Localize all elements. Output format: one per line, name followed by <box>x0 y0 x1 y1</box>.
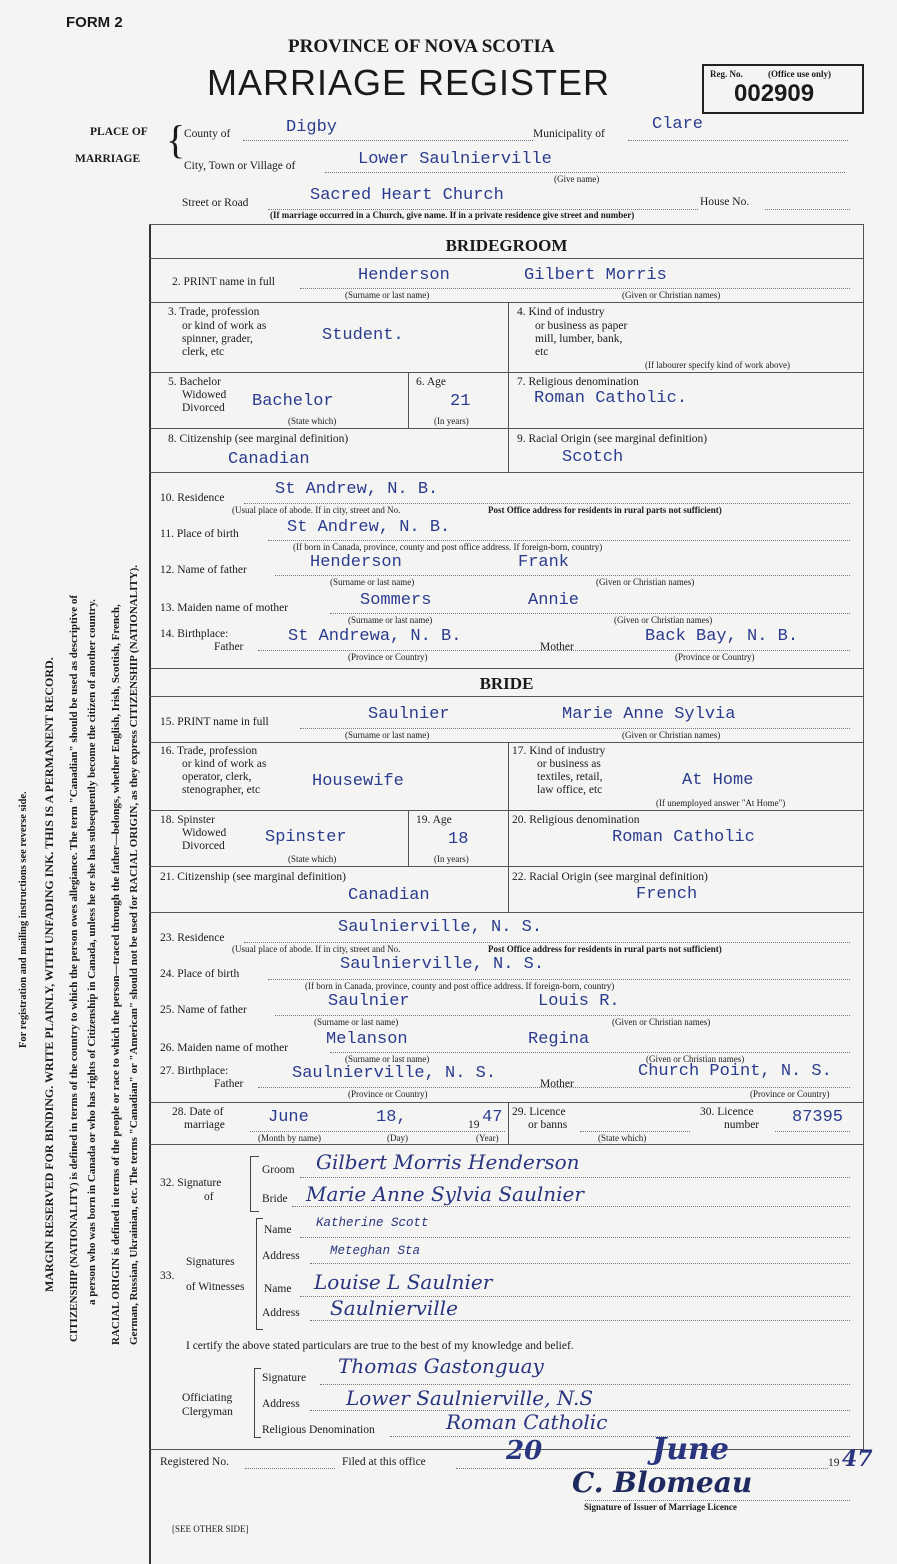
municipality-value: Clare <box>652 115 704 134</box>
rule <box>149 1102 864 1103</box>
rule <box>149 372 864 373</box>
groom-father-birthplace: St Andrewa, N. B. <box>288 627 462 646</box>
street-note: (If marriage occurred in a Church, give name. If in a private residence give street and number) <box>270 210 635 220</box>
bride-residence-note-2: Post Office address for residents in rural parts not sufficient) <box>488 944 722 954</box>
bride-industry-value: At Home <box>682 771 754 790</box>
rule <box>149 810 864 811</box>
groom-status-label-1: 5. Bachelor <box>168 376 222 388</box>
clergy-label-1: Officiating <box>182 1392 233 1404</box>
bride-sig-label: Bride <box>262 1193 288 1205</box>
w2-address-label: Address <box>262 1307 300 1319</box>
bride-bp-father-word: Father <box>214 1078 244 1090</box>
bride-father-given-note: (Given or Christian names) <box>612 1017 711 1027</box>
filed-year: 47 <box>842 1446 873 1472</box>
rule <box>149 258 864 259</box>
groom-mother-bp-note: (Province or Country) <box>675 652 755 662</box>
clergy-sig-line <box>320 1384 850 1385</box>
margin-citizenship-1: CITIZENSHIP (NATIONALITY) is defined in terms of the country to which the person owes allegiance. The term "Canadian" should be used as descriptive of <box>68 594 80 1342</box>
bride-birth-note: (If born in Canada, province, county and post office address. If foreign-born, country) <box>305 981 615 991</box>
groom-birthplace-value: St Andrew, N. B. <box>287 518 451 537</box>
issuer-line <box>585 1500 850 1501</box>
frame-left <box>149 224 151 1564</box>
bride-religion-value: Roman Catholic <box>612 828 755 847</box>
rule <box>149 472 864 473</box>
clergy-brace <box>254 1368 261 1438</box>
groom-bp-line <box>258 650 850 651</box>
groom-name-label: 2. PRINT name in full <box>172 276 275 288</box>
clergy-address: Lower Saulnierville, N.S <box>346 1386 594 1410</box>
bride-father-surname: Saulnier <box>328 992 410 1011</box>
bride-father-given: Louis R. <box>538 992 620 1011</box>
bride-trade-label-4: stenographer, etc <box>182 784 261 796</box>
bride-industry-note: (If unemployed answer "At Home") <box>656 798 786 808</box>
groom-signature: Gilbert Morris Henderson <box>316 1150 580 1174</box>
groom-surname: Henderson <box>358 266 450 285</box>
bride-age-label: 19. Age <box>416 814 452 826</box>
groom-industry-label-2: or business as paper <box>535 320 628 332</box>
registered-label: Registered No. <box>160 1456 229 1468</box>
groom-status-label-3: Divorced <box>182 402 225 414</box>
page-title: MARRIAGE REGISTER <box>207 62 611 103</box>
groom-trade-label-2: or kind of work as <box>182 320 267 332</box>
groom-religion-value: Roman Catholic. <box>534 389 688 408</box>
certify-statement: I certify the above stated particulars are true to the best of my knowledge and belief. <box>186 1340 574 1352</box>
filed-day: 20 <box>506 1436 543 1466</box>
place-brace: { <box>166 117 186 162</box>
bride-residence-label: 23. Residence <box>160 932 225 944</box>
bride-surname-note: (Surname or last name) <box>345 730 430 740</box>
rule <box>149 1144 864 1145</box>
witness-label-2: of Witnesses <box>186 1281 245 1293</box>
province-heading: PROVINCE OF NOVA SCOTIA <box>288 36 555 57</box>
groom-residence-note: (Usual place of abode. If in city, street and No. <box>232 505 401 515</box>
groom-citizenship-label: 8. Citizenship (see marginal definition) <box>168 433 349 445</box>
groom-industry-note: (If labourer specify kind of work above) <box>645 360 790 370</box>
clergy-denomination: Roman Catholic <box>446 1410 608 1434</box>
issuer-signature: C. Blomeau <box>572 1466 753 1499</box>
bride-trade-label-1: 16. Trade, profession <box>160 745 258 757</box>
bride-heading: BRIDE <box>479 674 534 693</box>
bride-status-note: (State which) <box>288 854 337 864</box>
groom-mother-given: Annie <box>528 591 580 610</box>
date-label-2: marriage <box>184 1119 225 1131</box>
bride-status-label-3: Divorced <box>182 840 225 852</box>
rule <box>508 1102 509 1144</box>
bride-industry-label-3: textiles, retail, <box>537 771 603 783</box>
rule <box>508 302 509 472</box>
see-other-side: [SEE OTHER SIDE] <box>172 1524 249 1534</box>
month-note: (Month by name) <box>258 1133 321 1143</box>
rule <box>149 912 864 913</box>
groom-trade-label-3: spinner, grader, <box>182 333 253 345</box>
bride-industry-label-4: law office, etc <box>537 784 603 796</box>
bride-citizenship-value: Canadian <box>348 886 430 905</box>
groom-heading: BRIDEGROOM <box>445 236 568 255</box>
bride-residence-value: Saulnierville, N. S. <box>338 918 543 937</box>
groom-father-label: 12. Name of father <box>160 564 247 576</box>
bride-sig-line <box>292 1206 850 1207</box>
margin-citizenship-2: a person who was born in Canada or who has rights of Citizenship in Canada, unless he or she has subsequently become the citizen of another country. <box>86 599 98 1305</box>
filed-year-prefix: 19 <box>828 1457 840 1469</box>
bride-birthplace-line <box>268 979 850 980</box>
bride-mother-given: Regina <box>528 1030 590 1049</box>
groom-mother-given-note: (Given or Christian names) <box>614 615 713 625</box>
groom-surname-note: (Surname or last name) <box>345 290 430 300</box>
rule <box>149 866 864 867</box>
bride-father-line <box>275 1015 850 1016</box>
margin-binding-note: MARGIN RESERVED FOR BINDING. WRITE PLAINLY, WITH UNFADING INK. THIS IS A PERMANENT RECORD. <box>42 657 56 1292</box>
marriage-year: 47 <box>482 1108 503 1127</box>
day-note: (Day) <box>387 1133 408 1143</box>
w1-name-label: Name <box>264 1224 292 1236</box>
sig-label-2: of <box>204 1191 214 1203</box>
groom-name-line <box>300 288 850 289</box>
witness-label-1: Signatures <box>186 1256 235 1268</box>
licence-number: 87395 <box>792 1108 844 1127</box>
bride-trade-label-3: operator, clerk, <box>182 771 252 783</box>
w1-name-line <box>300 1237 850 1238</box>
groom-father-bp-note: (Province or Country) <box>348 652 428 662</box>
bride-residence-note: (Usual place of abode. If in city, street and No. <box>232 944 401 954</box>
licence-number-label-2: number <box>724 1119 760 1131</box>
groom-status-note: (State which) <box>288 416 337 426</box>
date-line <box>250 1131 505 1132</box>
bride-father-surname-note: (Surname or last name) <box>314 1017 399 1027</box>
bride-industry-label-2: or business as <box>537 758 601 770</box>
registered-line <box>245 1468 335 1469</box>
groom-birth-note: (If born in Canada, province, county and post office address. If foreign-born, country) <box>293 542 603 552</box>
groom-origin-label: 9. Racial Origin (see marginal definition) <box>517 433 708 445</box>
bride-bp-mother-word: Mother <box>540 1078 574 1090</box>
rule <box>149 302 864 303</box>
groom-residence-note-2: Post Office address for residents in rural parts not sufficient) <box>488 505 722 515</box>
groom-industry-label-4: etc <box>535 346 549 358</box>
groom-father-given-note: (Given or Christian names) <box>596 577 695 587</box>
clergy-address-label: Address <box>262 1398 300 1410</box>
registration-number-box <box>702 64 864 114</box>
groom-religion-label: 7. Religious denomination <box>517 376 639 388</box>
rule <box>408 372 409 428</box>
licence-number-label-1: 30. Licence <box>700 1106 754 1118</box>
groom-mother-label: 13. Maiden name of mother <box>160 602 289 614</box>
county-label: County of <box>184 128 231 140</box>
groom-sig-line <box>300 1177 850 1178</box>
bride-age-note: (In years) <box>434 854 469 864</box>
marriage-month: June <box>268 1108 309 1127</box>
filed-month: June <box>652 1432 729 1467</box>
city-line <box>325 172 845 173</box>
clergy-signature-label: Signature <box>262 1372 307 1384</box>
margin-racial-2: German, Russian, Ukrainian, etc. The terms "Canadian" or "American" should not be used for RACIAL ORIGIN, as they express CITIZENSHIP (NATIONALITY). <box>128 564 140 1345</box>
bride-bp-line <box>258 1087 850 1088</box>
issuer-label: Signature of Issuer of Marriage Licence <box>584 1502 737 1512</box>
groom-birthplace-label: 11. Place of birth <box>160 528 239 540</box>
bride-bp-label: 27. Birthplace: <box>160 1065 229 1077</box>
groom-birthplace-line <box>268 540 850 541</box>
rule <box>149 668 864 669</box>
date-label-1: 28. Date of <box>172 1106 224 1118</box>
marriage-day: 18, <box>376 1108 407 1127</box>
groom-citizenship-value: Canadian <box>228 450 310 469</box>
city-label: City, Town or Village of <box>184 160 296 172</box>
groom-age-note: (In years) <box>434 416 469 426</box>
groom-bp-label: 14. Birthplace: <box>160 628 229 640</box>
w2-name: Louise L Saulnier <box>314 1270 493 1294</box>
rule <box>508 742 509 912</box>
street-label: Street or Road <box>182 197 249 209</box>
denomination-label: Religious Denomination <box>262 1424 375 1436</box>
house-label: House No. <box>700 196 750 208</box>
groom-mother-surname: Sommers <box>360 591 432 610</box>
city-value: Lower Saulnierville <box>358 150 552 169</box>
bride-given: Marie Anne Sylvia <box>562 705 736 724</box>
clergy-label-2: Clergyman <box>182 1406 233 1418</box>
rule <box>149 428 864 429</box>
licence-number-line <box>775 1131 850 1132</box>
bride-name-label: 15. PRINT name in full <box>160 716 269 728</box>
clergy-signature: Thomas Gastonguay <box>338 1354 544 1378</box>
bride-father-bp-note: (Province or Country) <box>348 1089 428 1099</box>
frame-top <box>149 224 864 225</box>
municipality-line <box>628 140 848 141</box>
groom-trade-value: Student. <box>322 326 404 345</box>
bride-mother-bp-note: (Province or Country) <box>750 1089 830 1099</box>
bride-birthplace-value: Saulnierville, N. S. <box>340 955 545 974</box>
groom-status-value: Bachelor <box>252 392 334 411</box>
bride-status-value: Spinster <box>265 828 347 847</box>
groom-industry-label-3: mill, lumber, bank, <box>535 333 623 345</box>
form-number: FORM 2 <box>66 14 123 31</box>
w1-address-label: Address <box>262 1250 300 1262</box>
groom-father-surname-note: (Surname or last name) <box>330 577 415 587</box>
municipality-label: Municipality of <box>533 128 605 140</box>
bride-mother-birthplace: Church Point, N. S. <box>638 1062 832 1081</box>
groom-age-value: 21 <box>450 392 471 411</box>
w1-address-line <box>310 1263 850 1264</box>
bride-citizenship-label: 21. Citizenship (see marginal definition) <box>160 871 346 883</box>
groom-residence-label: 10. Residence <box>160 492 225 504</box>
groom-bp-father-word: Father <box>214 641 244 653</box>
bride-mother-surname: Melanson <box>326 1030 408 1049</box>
witness-number: 33. <box>160 1270 175 1282</box>
bride-mother-surname-note: (Surname or last name) <box>345 1054 430 1064</box>
marriage-year-prefix: 19 <box>468 1119 480 1131</box>
groom-mother-surname-note: (Surname or last name) <box>348 615 433 625</box>
frame-right <box>863 224 864 1449</box>
groom-father-line <box>275 575 850 576</box>
groom-residence-value: St Andrew, N. B. <box>275 480 439 499</box>
groom-status-label-2: Widowed <box>182 389 227 401</box>
denomination-line <box>390 1436 850 1437</box>
reg-label: Reg. No. <box>710 69 743 79</box>
licence-label-1: 29. Licence <box>512 1106 566 1118</box>
bride-mother-label: 26. Maiden name of mother <box>160 1042 289 1054</box>
bride-mother-given-note: (Given or Christian names) <box>646 1054 745 1064</box>
rule <box>149 742 864 743</box>
w2-address-line <box>310 1320 850 1321</box>
bride-religion-label: 20. Religious denomination <box>512 814 640 826</box>
w1-address: Meteghan Sta <box>330 1244 421 1258</box>
bride-industry-label-1: 17. Kind of industry <box>512 745 606 757</box>
county-value: Digby <box>286 118 338 137</box>
w2-address: Saulnierville <box>330 1296 458 1320</box>
bride-given-note: (Given or Christian names) <box>622 730 721 740</box>
bride-age-value: 18 <box>448 830 469 849</box>
reg-number: 002909 <box>734 80 815 107</box>
bride-mother-line <box>330 1052 850 1053</box>
licence-label-2: or banns <box>528 1119 568 1131</box>
w1-name: Katherine Scott <box>316 1216 429 1230</box>
filed-label: Filed at this office <box>342 1456 426 1468</box>
groom-sig-label: Groom <box>262 1164 295 1176</box>
groom-trade-label-1: 3. Trade, profession <box>168 306 260 318</box>
groom-mother-birthplace: Back Bay, N. B. <box>645 627 799 646</box>
place-label-1: PLACE OF <box>90 126 148 138</box>
rule <box>408 810 409 866</box>
bride-trade-label-2: or kind of work as <box>182 758 267 770</box>
groom-mother-line <box>330 613 850 614</box>
licence-line <box>580 1131 690 1132</box>
groom-age-label: 6. Age <box>416 376 447 388</box>
state-note: (State which) <box>598 1133 647 1143</box>
place-label-2: MARRIAGE <box>75 153 141 165</box>
w2-name-label: Name <box>264 1283 292 1295</box>
bride-father-label: 25. Name of father <box>160 1004 247 1016</box>
rule <box>149 696 864 697</box>
groom-given-note: (Given or Christian names) <box>622 290 721 300</box>
reg-note: (Office use only) <box>768 69 831 79</box>
groom-given: Gilbert Morris <box>524 266 667 285</box>
bride-signature: Marie Anne Sylvia Saulnier <box>306 1182 584 1206</box>
bride-status-label-2: Widowed <box>182 827 227 839</box>
year-note: (Year) <box>476 1133 499 1143</box>
bride-father-birthplace: Saulnierville, N. S. <box>292 1064 497 1083</box>
margin-instructions: For registration and mailing instructions see reverse side. <box>18 791 29 1048</box>
groom-bp-mother-word: Mother <box>540 641 574 653</box>
groom-trade-label-4: clerk, etc <box>182 346 225 358</box>
groom-industry-label-1: 4. Kind of industry <box>517 306 605 318</box>
sig-label-1: 32. Signature <box>160 1177 222 1189</box>
bride-surname: Saulnier <box>368 705 450 724</box>
bride-status-label-1: 18. Spinster <box>160 814 215 826</box>
county-line <box>243 140 533 141</box>
sig-brace <box>250 1156 259 1212</box>
house-line <box>765 209 850 210</box>
give-name-note: (Give name) <box>554 174 600 184</box>
groom-father-surname: Henderson <box>310 553 402 572</box>
groom-father-given: Frank <box>518 553 570 572</box>
groom-residence-line <box>244 503 850 504</box>
street-value: Sacred Heart Church <box>310 186 504 205</box>
bride-birthplace-label: 24. Place of birth <box>160 968 240 980</box>
bride-residence-line <box>244 942 850 943</box>
bride-trade-value: Housewife <box>312 772 404 791</box>
groom-origin-value: Scotch <box>562 448 624 467</box>
bride-name-line <box>300 728 850 729</box>
bride-origin-value: French <box>636 885 698 904</box>
bride-origin-label: 22. Racial Origin (see marginal definition) <box>512 871 708 883</box>
margin-racial-1: RACIAL ORIGIN is defined in terms of the people or race to which the person—traced through the father—belongs, whether English, Irish, Scottish, French, <box>110 604 122 1345</box>
